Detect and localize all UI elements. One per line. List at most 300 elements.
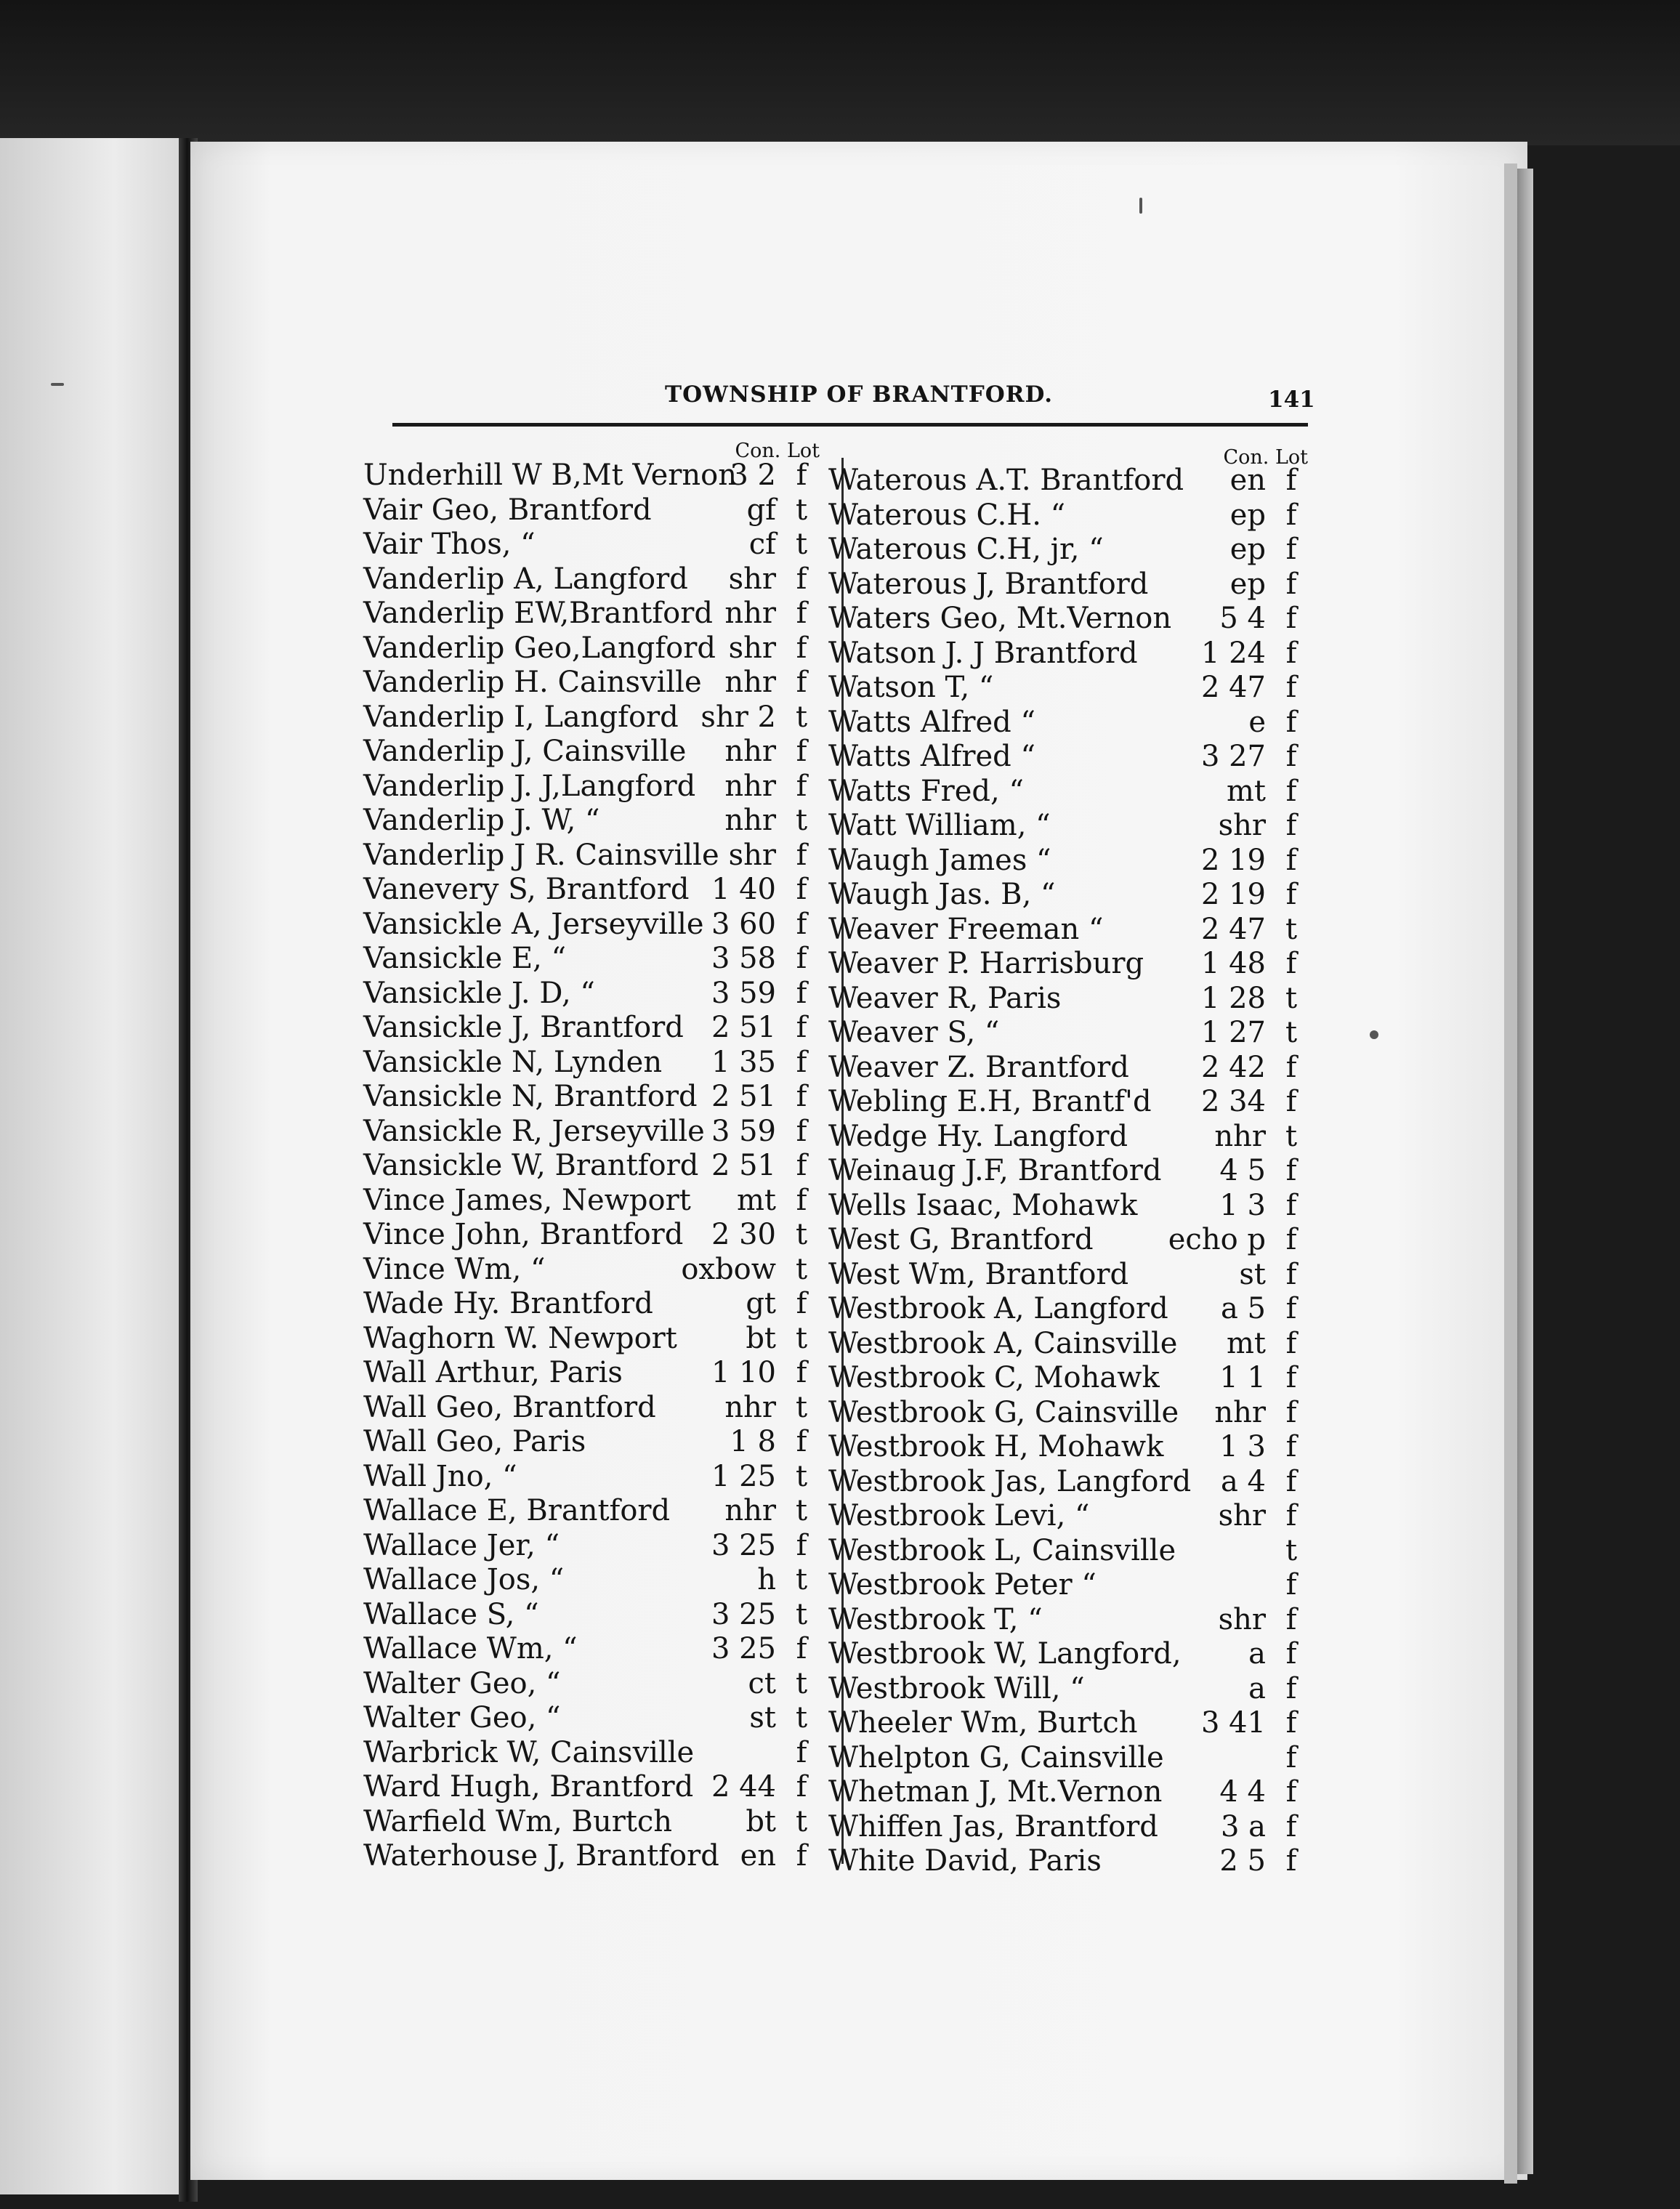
entry-lot-type: t (1285, 912, 1298, 946)
entry-concession: shr (1218, 1499, 1266, 1532)
entry-concession: 2 5 (1219, 1844, 1266, 1878)
entry-concession: shr (1218, 1602, 1266, 1636)
directory-entry (828, 1430, 1308, 1465)
entry-name: Waterous C.H, jr, “ (828, 533, 1104, 566)
entry-name: Waterhouse J, Brantford (363, 1839, 719, 1873)
entry-lot-type: f (796, 1287, 807, 1320)
entry-name: Weinaug J.F, Brantford (828, 1154, 1162, 1187)
entry-name: Wallace Jos, “ (363, 1563, 565, 1596)
directory-entry (363, 1632, 828, 1667)
entry-name: Vansickle W, Brantford (363, 1149, 699, 1182)
entry-concession: 3 59 (711, 1114, 776, 1148)
entry-concession: echo p (1168, 1223, 1266, 1256)
entry-lot-type: f (1285, 1464, 1297, 1498)
directory-entry (363, 1770, 828, 1805)
entry-concession: shr 2 (700, 700, 776, 734)
entry-lot-type: f (1285, 1809, 1297, 1843)
entry-lot-type: f (1285, 1602, 1297, 1636)
entry-lot-type: f (1285, 1188, 1297, 1222)
entry-concession: gt (746, 1287, 776, 1320)
directory-entry (363, 873, 828, 908)
entry-name: Waugh Jas. B, “ (828, 878, 1056, 911)
directory-entry (828, 740, 1308, 775)
entry-name: Westbrook L, Cainsville (828, 1533, 1176, 1567)
entry-lot-type: f (796, 1425, 807, 1458)
entry-name: Warfield Wm, Burtch (363, 1804, 673, 1838)
entry-name: Vanderlip A, Langford (363, 562, 688, 596)
entry-lot-type: t (795, 1459, 808, 1493)
entry-lot-type: t (795, 804, 808, 837)
directory-entry (828, 1396, 1308, 1431)
directory-entry (828, 1189, 1308, 1224)
directory-entry (363, 1184, 828, 1219)
entry-name: Vanderlip J. W, “ (363, 804, 600, 837)
directory-entry (363, 1218, 828, 1253)
directory-entry (363, 1701, 828, 1736)
entry-concession: 3 25 (711, 1597, 776, 1631)
entry-name: Weaver R, Paris (828, 981, 1062, 1015)
directory-entry (828, 1603, 1308, 1638)
directory-entry (363, 1391, 828, 1426)
entry-lot-type: t (795, 1563, 808, 1596)
entry-lot-type: f (796, 1080, 807, 1113)
entry-concession: 3 27 (1200, 740, 1266, 773)
entry-lot-type: f (1285, 1085, 1297, 1118)
directory-entry (828, 637, 1308, 671)
entry-concession: 3 60 (711, 907, 776, 941)
entry-concession: nhr (724, 735, 776, 768)
directory-entry (363, 1460, 828, 1495)
entry-name: Webling E.H, Brantf'd (828, 1085, 1152, 1118)
entry-name: Waterous J, Brantford (828, 567, 1149, 601)
entry-concession: 1 25 (711, 1459, 776, 1493)
directory-entry (363, 1494, 828, 1529)
entry-name: Watts Alfred “ (828, 705, 1035, 739)
entry-concession: h (757, 1563, 776, 1596)
directory-entry (828, 1327, 1308, 1362)
entry-lot-type: f (1285, 1361, 1297, 1394)
entry-lot-type: f (1285, 567, 1297, 601)
entry-concession: bt (746, 1804, 776, 1838)
entry-name: Westbrook G, Cainsville (828, 1395, 1179, 1429)
entry-name: Vair Geo, Brantford (363, 493, 652, 527)
entry-lot-type: t (795, 1701, 808, 1735)
entry-lot-type: f (796, 1528, 807, 1562)
entry-name: Wedge Hy. Langford (828, 1119, 1128, 1153)
entry-name: Westbrook A, Cainsville (828, 1326, 1178, 1360)
directory-entry (828, 1706, 1308, 1741)
entry-name: Vansickle N, Brantford (363, 1080, 698, 1113)
entry-lot-type: f (796, 1183, 807, 1217)
entry-lot-type: t (1285, 1533, 1298, 1567)
directory-entry (828, 1292, 1308, 1327)
entry-concession: 4 5 (1219, 1154, 1266, 1187)
entry-lot-type: f (796, 597, 807, 630)
directory-entry (828, 1120, 1308, 1155)
entry-lot-type: f (796, 1149, 807, 1182)
entry-concession: 3 a (1220, 1809, 1266, 1843)
directory-entry (363, 459, 828, 493)
entry-name: Weaver Freeman “ (828, 912, 1104, 946)
entry-name: Waterous A.T. Brantford (828, 464, 1184, 497)
entry-lot-type: f (1285, 1430, 1297, 1463)
entry-name: Watson T, “ (828, 671, 994, 704)
entry-name: Vansickle A, Jerseyville (363, 907, 704, 941)
entry-concession: nhr (724, 804, 776, 837)
entry-lot-type: f (796, 735, 807, 768)
directory-column-right (828, 445, 1308, 1879)
directory-entry (363, 1805, 828, 1840)
directory-entry (828, 1154, 1308, 1189)
entry-concession: 1 10 (711, 1356, 776, 1389)
directory-entry (828, 1465, 1308, 1500)
directory-entry (363, 977, 828, 1011)
entry-name: Vansickle J. D, “ (363, 976, 595, 1010)
directory-entry (828, 1051, 1308, 1086)
entry-lot-type: f (1285, 1775, 1297, 1809)
entry-lot-type: f (796, 562, 807, 596)
entry-concession: ct (748, 1666, 776, 1700)
entry-name: Wall Geo, Brantford (363, 1390, 656, 1424)
directory-entry (828, 844, 1308, 879)
entry-concession: mt (1226, 1326, 1266, 1360)
entry-name: Watts Fred, “ (828, 774, 1024, 808)
entry-concession: 1 35 (711, 1045, 776, 1079)
entry-lot-type: f (1285, 1499, 1297, 1532)
entry-name: Vansickle E, “ (363, 942, 567, 975)
directory-entry (363, 597, 828, 631)
entry-concession: cf (748, 528, 776, 561)
directory-entry (363, 1356, 828, 1391)
entry-lot-type: f (796, 631, 807, 665)
directory-entry (828, 1085, 1308, 1120)
entry-concession: 2 51 (711, 1149, 776, 1182)
entry-concession: ep (1229, 567, 1266, 601)
entry-concession: 5 4 (1219, 602, 1266, 635)
entry-lot-type: f (1285, 671, 1297, 704)
entry-name: Vince John, Brantford (363, 1218, 684, 1251)
entry-name: Watt William, “ (828, 809, 1051, 842)
directory-entry (828, 498, 1308, 533)
entry-concession: a (1248, 1637, 1266, 1671)
directory-entry (363, 493, 828, 528)
directory-entry (363, 1253, 828, 1288)
directory-entry (363, 804, 828, 839)
directory-entry (828, 533, 1308, 568)
directory-entry (828, 1810, 1308, 1845)
directory-entry (828, 775, 1308, 809)
directory-entry (828, 1499, 1308, 1534)
directory-entry (363, 1839, 828, 1874)
entry-concession: 2 19 (1200, 878, 1266, 911)
entry-concession: 3 25 (711, 1632, 776, 1665)
directory-entry (828, 947, 1308, 982)
directory-entry (363, 562, 828, 597)
entry-concession: 1 3 (1219, 1430, 1266, 1463)
entry-concession: gf (746, 493, 776, 527)
entry-lot-type: f (1285, 1326, 1297, 1360)
entry-lot-type: f (1285, 740, 1297, 773)
entry-name: Vanderlip J. J,Langford (363, 769, 696, 803)
entry-concession: st (749, 1701, 776, 1735)
entry-concession: e (1248, 705, 1266, 739)
entry-name: Westbrook W, Langford, (828, 1637, 1182, 1671)
entry-concession: ep (1229, 498, 1266, 532)
entry-lot-type: t (795, 1666, 808, 1700)
page-number: 141 (1268, 387, 1315, 413)
entry-name: Wall Jno, “ (363, 1459, 517, 1493)
header-rule (392, 423, 1308, 427)
entry-concession: shr (1218, 809, 1266, 842)
entry-concession: 2 30 (711, 1218, 776, 1251)
entry-lot-type: f (796, 1356, 807, 1389)
directory-entry (363, 1011, 828, 1046)
entry-name: Vanderlip Geo,Langford (363, 631, 716, 665)
entry-concession: a 4 (1220, 1464, 1266, 1498)
entry-lot-type: t (1285, 1119, 1298, 1153)
entry-concession: mt (736, 1183, 776, 1217)
entry-concession: 3 2 (730, 459, 776, 492)
entry-concession: nhr (724, 1390, 776, 1424)
entry-lot-type: f (1285, 947, 1297, 980)
directory-entry (828, 1672, 1308, 1707)
directory-entry (363, 1080, 828, 1115)
directory-entry (363, 1598, 828, 1633)
entry-lot-type: t (795, 1321, 808, 1355)
entry-concession: shr (728, 631, 776, 665)
entry-lot-type: t (1285, 981, 1298, 1015)
entry-name: Waters Geo, Mt.Vernon (828, 602, 1172, 635)
directory-entry (828, 1568, 1308, 1603)
entry-name: Underhill W B,Mt Vernon (363, 459, 738, 492)
entry-lot-type: f (1285, 533, 1297, 566)
entry-lot-type: f (796, 1735, 807, 1769)
entry-name: Waghorn W. Newport (363, 1321, 677, 1355)
entry-lot-type: t (795, 1804, 808, 1838)
column-heading (828, 445, 1308, 469)
entry-name: Vince James, Newport (363, 1183, 691, 1217)
entry-lot-type: f (1285, 1292, 1297, 1325)
entry-concession: 2 51 (711, 1080, 776, 1113)
entry-concession: nhr (1214, 1395, 1266, 1429)
entry-concession: 2 47 (1200, 671, 1266, 704)
directory-entry (363, 1046, 828, 1081)
entry-lot-type: t (795, 1252, 808, 1286)
entry-lot-type: f (796, 838, 807, 872)
directory-entry (828, 706, 1308, 740)
entry-name: Wallace S, “ (363, 1597, 539, 1631)
entry-name: Wheeler Wm, Burtch (828, 1706, 1138, 1740)
entry-concession: a (1248, 1671, 1266, 1705)
entry-name: Westbrook A, Langford (828, 1292, 1168, 1325)
entry-lot-type: t (795, 700, 808, 734)
entry-name: White David, Paris (828, 1844, 1102, 1878)
entry-lot-type: f (796, 1114, 807, 1148)
entry-name: Vansickle J, Brantford (363, 1011, 684, 1044)
directory-entry (363, 1322, 828, 1357)
entry-concession: oxbow (681, 1252, 776, 1286)
entry-concession: 2 42 (1200, 1050, 1266, 1084)
entry-lot-type: f (796, 1839, 807, 1873)
entry-lot-type: f (796, 907, 807, 941)
directory-entry (363, 528, 828, 562)
entry-name: Waterous C.H. “ (828, 498, 1066, 532)
entry-name: Weaver Z. Brantford (828, 1050, 1129, 1084)
entry-lot-type: f (1285, 1740, 1297, 1774)
entry-lot-type: f (1285, 1257, 1297, 1291)
entry-lot-type: f (1285, 498, 1297, 532)
entry-name: Vanderlip I, Langford (363, 700, 679, 734)
entry-lot-type: f (1285, 1568, 1297, 1602)
entry-lot-type: f (1285, 602, 1297, 635)
entry-concession: 1 40 (711, 873, 776, 906)
entry-name: Westbrook Levi, “ (828, 1499, 1090, 1532)
entry-name: Vanderlip EW,Brantford (363, 597, 713, 630)
entry-name: Westbrook T, “ (828, 1602, 1043, 1636)
directory-entry (363, 1115, 828, 1150)
directory-entry (828, 1741, 1308, 1776)
entry-concession: nhr (724, 597, 776, 630)
entry-concession: nhr (1214, 1119, 1266, 1153)
entry-concession: en (740, 1839, 776, 1873)
entry-name: Vair Thos, “ (363, 528, 536, 561)
entry-name: Vanevery S, Brantford (363, 873, 690, 906)
entry-concession: 3 59 (711, 976, 776, 1010)
directory-entry (363, 942, 828, 977)
directory-entry (363, 1736, 828, 1771)
directory-entry (828, 982, 1308, 1017)
entry-lot-type: f (1285, 809, 1297, 842)
entry-lot-type: f (1285, 774, 1297, 808)
entry-lot-type: t (795, 1597, 808, 1631)
entry-name: Wallace Jer, “ (363, 1528, 560, 1562)
entry-name: Wells Isaac, Mohawk (828, 1188, 1138, 1222)
entry-concession: shr (728, 838, 776, 872)
directory-entry (363, 666, 828, 700)
con-lot-heading: Con. Lot (735, 440, 820, 462)
entry-lot-type: f (1285, 636, 1297, 670)
directory-entry (363, 1287, 828, 1322)
entry-name: Vansickle N, Lynden (363, 1045, 663, 1079)
entry-name: Westbrook Will, “ (828, 1671, 1085, 1705)
entry-lot-type: f (796, 976, 807, 1010)
entry-name: Walter Geo, “ (363, 1666, 561, 1700)
entry-name: Vanderlip J R. Cainsville (363, 838, 719, 872)
entry-lot-type: f (1285, 843, 1297, 877)
entry-lot-type: t (795, 1390, 808, 1424)
entry-name: Weaver S, “ (828, 1016, 1000, 1049)
entry-name: Vanderlip J, Cainsville (363, 735, 687, 768)
entry-concession: en (1229, 464, 1266, 497)
entry-lot-type: f (1285, 1637, 1297, 1671)
entry-lot-type: f (1285, 705, 1297, 739)
entry-concession: shr (728, 562, 776, 596)
entry-name: Wallace Wm, “ (363, 1632, 578, 1665)
entry-lot-type: f (1285, 878, 1297, 911)
directory-entry (363, 908, 828, 942)
directory-entry (828, 1258, 1308, 1293)
entry-lot-type: f (796, 1011, 807, 1044)
entry-name: Vansickle R, Jerseyville (363, 1114, 705, 1148)
entry-concession: 2 34 (1200, 1085, 1266, 1118)
entry-name: Waugh James “ (828, 843, 1051, 877)
entry-concession: 1 27 (1200, 1016, 1266, 1049)
directory-entry (828, 568, 1308, 602)
entry-lot-type: f (1285, 1671, 1297, 1705)
entry-concession: 1 28 (1200, 981, 1266, 1015)
entry-lot-type: f (796, 942, 807, 975)
entry-name: Whelpton G, Cainsville (828, 1740, 1164, 1774)
entry-concession: mt (1226, 774, 1266, 808)
entry-name: Warbrick W, Cainsville (363, 1735, 695, 1769)
directory-entry (828, 913, 1308, 948)
entry-concession: 2 51 (711, 1011, 776, 1044)
directory-entry (363, 1529, 828, 1564)
page-title: TOWNSHIP OF BRANTFORD. (665, 381, 1054, 408)
directory-entry (828, 1361, 1308, 1396)
column-heading (363, 440, 828, 462)
entry-lot-type: f (1285, 1844, 1297, 1878)
entry-lot-type: f (1285, 1395, 1297, 1429)
entry-lot-type: f (1285, 1706, 1297, 1740)
entry-lot-type: f (796, 873, 807, 906)
entry-name: Ward Hugh, Brantford (363, 1770, 694, 1804)
entry-lot-type: f (796, 1770, 807, 1804)
entry-lot-type: f (796, 1632, 807, 1665)
directory-entry (828, 1775, 1308, 1810)
entry-lot-type: f (1285, 1223, 1297, 1256)
directory-entry (828, 809, 1308, 844)
entry-concession: 1 24 (1200, 636, 1266, 670)
directory-entry (828, 602, 1308, 637)
entry-name: Walter Geo, “ (363, 1701, 561, 1735)
entry-concession: 1 48 (1200, 947, 1266, 980)
entry-concession: 2 47 (1200, 912, 1266, 946)
entry-concession: 3 58 (711, 942, 776, 975)
entry-name: Wall Arthur, Paris (363, 1356, 623, 1389)
directory-entry (828, 671, 1308, 706)
entry-concession: 3 41 (1200, 1706, 1266, 1740)
entry-lot-type: f (796, 1045, 807, 1079)
directory-entry (363, 1563, 828, 1598)
entry-concession: a 5 (1220, 1292, 1266, 1325)
entry-lot-type: t (795, 528, 808, 561)
entry-name: Wall Geo, Paris (363, 1425, 586, 1458)
entry-concession: nhr (724, 1494, 776, 1527)
entry-name: Vince Wm, “ (363, 1252, 546, 1286)
entry-concession: 2 19 (1200, 843, 1266, 877)
entry-name: Watson J. J Brantford (828, 636, 1138, 670)
directory-entry (828, 878, 1308, 913)
entry-concession: 2 44 (711, 1770, 776, 1804)
entry-lot-type: f (1285, 1154, 1297, 1187)
entry-lot-type: f (796, 666, 807, 699)
entry-name: West G, Brantford (828, 1223, 1094, 1256)
entry-name: Wallace E, Brantford (363, 1494, 671, 1527)
entry-concession: 1 3 (1219, 1188, 1266, 1222)
directory-entry (828, 464, 1308, 498)
directory-column-left (363, 440, 828, 1874)
entry-concession: nhr (724, 769, 776, 803)
entry-concession: bt (746, 1321, 776, 1355)
directory-entry (363, 735, 828, 770)
entry-concession: ep (1229, 533, 1266, 566)
directory-entry (828, 1844, 1308, 1879)
entry-name: Vanderlip H. Cainsville (363, 666, 702, 699)
entry-name: Whetman J, Mt.Vernon (828, 1775, 1163, 1809)
entry-lot-type: t (795, 493, 808, 527)
entry-lot-type: t (795, 1218, 808, 1251)
